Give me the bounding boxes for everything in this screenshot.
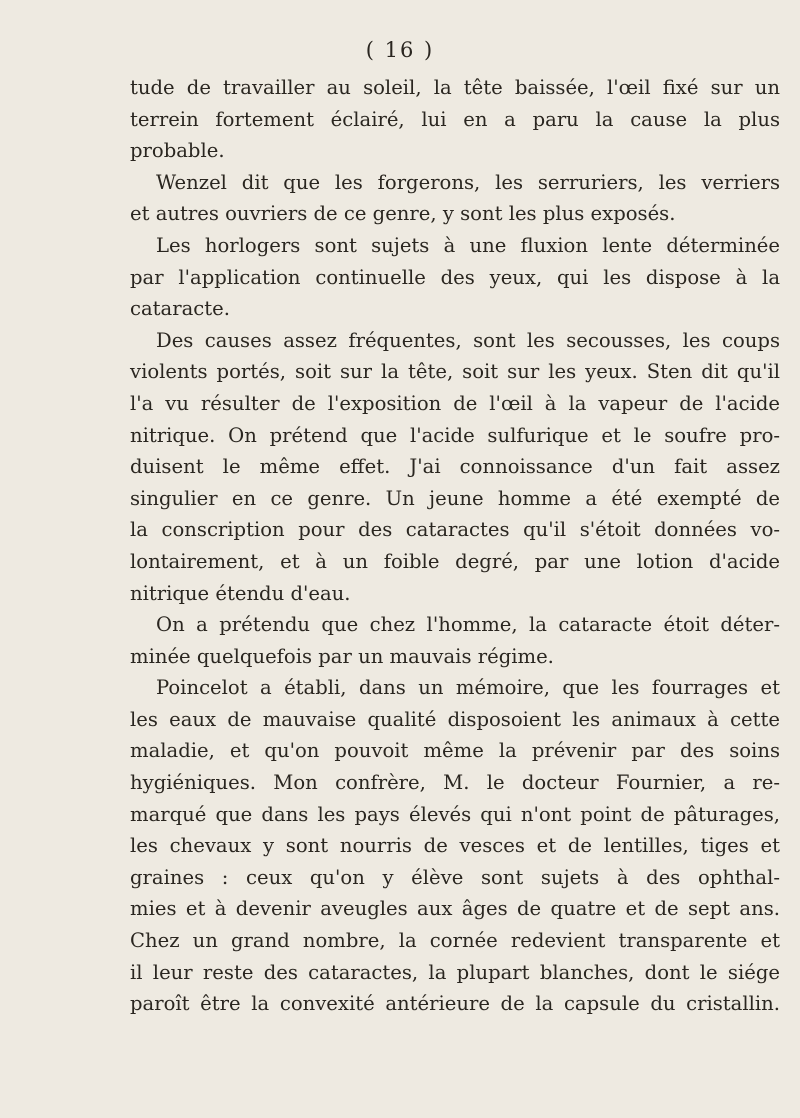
text-line: terrein fortement éclairé, lui en a paru la cause la plus bbox=[130, 107, 780, 131]
text-line: graines : ceux qu'on y élève sont sujets à des ophthal- bbox=[130, 865, 780, 889]
paragraph-start-line: On a prétendu que chez l'homme, la cataracte étoit déter- bbox=[156, 613, 780, 637]
text-line: les chevaux y sont nourris de vesces et de lentilles, tiges et bbox=[130, 834, 780, 858]
text-line: paroît être la convexité antérieure de la capsule du cristallin. bbox=[130, 992, 780, 1016]
text-line: les eaux de mauvaise qualité disposoient les animaux à cette bbox=[130, 707, 780, 731]
paragraph-start-line: Les horlogers sont sujets à une fluxion lente déterminée bbox=[156, 233, 780, 257]
text-line: marqué que dans les pays élevés qui n'ont point de pâturages, bbox=[130, 802, 780, 826]
text-line: tude de travailler au soleil, la tête baissée, l'œil fixé sur un bbox=[130, 76, 780, 99]
text-line: la conscription pour des cataractes qu'il s'étoit données vo- bbox=[130, 518, 780, 542]
text-line: il leur reste des cataractes, la plupart blanches, dont le siége bbox=[130, 960, 780, 984]
text-line: duisent le même effet. J'ai connoissance d'un fait assez bbox=[130, 455, 780, 479]
text-line: probable. bbox=[130, 139, 225, 163]
text-line: et autres ouvriers de ce genre, y sont les plus exposés. bbox=[130, 202, 676, 226]
text-line: l'a vu résulter de l'exposition de l'œil à la vapeur de l'acide bbox=[130, 391, 780, 415]
text-line: lontairement, et à un foible degré, par une lotion d'acide bbox=[130, 549, 780, 573]
text-line: singulier en ce genre. Un jeune homme a été exempté de bbox=[130, 486, 780, 510]
text-line: maladie, et qu'on pouvoit même la prévenir par des soins bbox=[130, 739, 780, 763]
text-line: nitrique. On prétend que l'acide sulfurique et le soufre pro- bbox=[130, 423, 780, 447]
paragraph-start-line: Poincelot a établi, dans un mémoire, que les fourrages et bbox=[156, 676, 780, 700]
paragraph-start-line: Des causes assez fréquentes, sont les secousses, les coups bbox=[156, 328, 780, 352]
text-line: hygiéniques. Mon confrère, M. le docteur Fournier, a re- bbox=[130, 771, 780, 795]
text-line: violents portés, soit sur la tête, soit sur les yeux. Sten dit qu'il bbox=[130, 360, 780, 384]
text-line: par l'application continuelle des yeux, qui les dispose à la bbox=[130, 265, 780, 289]
page-number: ( 16 ) bbox=[365, 38, 435, 62]
body-text bbox=[130, 72, 780, 1020]
text-line: Chez un grand nombre, la cornée redevient transparente et bbox=[130, 929, 780, 953]
text-line: mies et à devenir aveugles aux âges de quatre et de sept ans. bbox=[130, 897, 780, 921]
text-line: cataracte. bbox=[130, 297, 230, 321]
paragraph-start-line: Wenzel dit que les forgerons, les serruriers, les verriers bbox=[156, 170, 780, 194]
text-line: minée quelquefois par un mauvais régime. bbox=[130, 644, 554, 668]
text-line: nitrique étendu d'eau. bbox=[130, 581, 351, 605]
